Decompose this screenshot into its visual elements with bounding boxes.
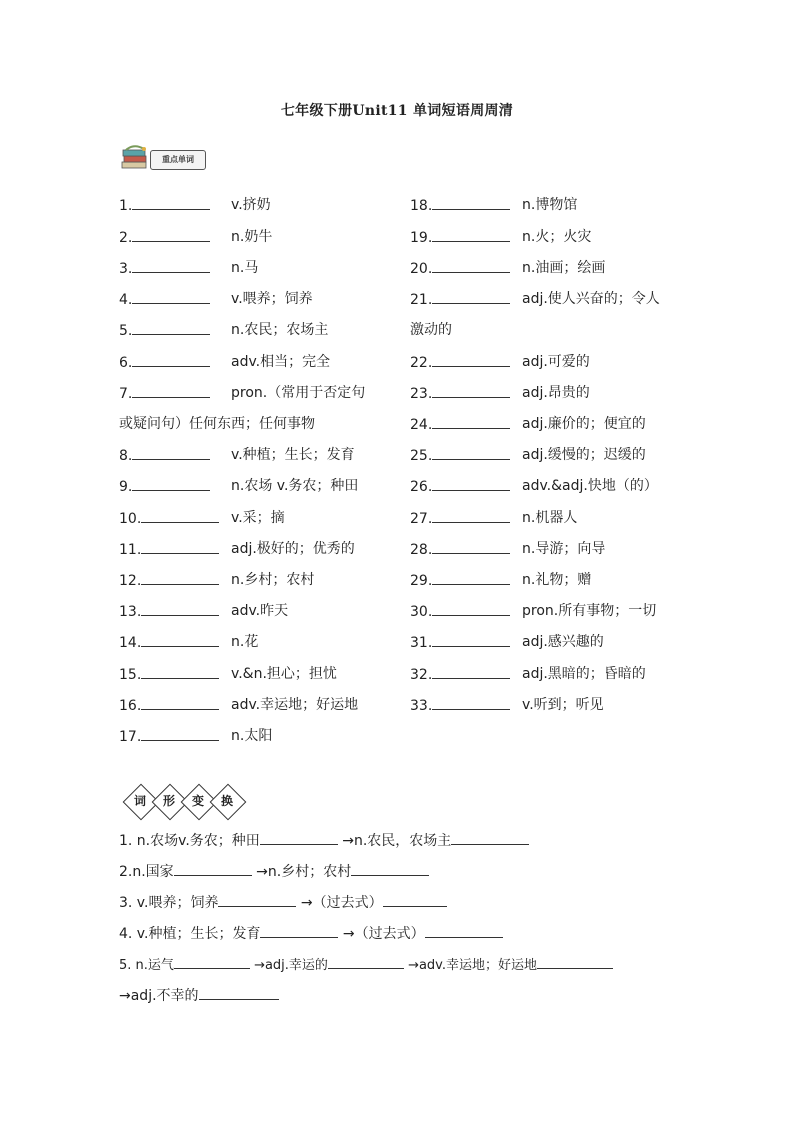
item-number: 12. [119,573,142,589]
item-definition: n.花 [231,634,259,650]
answer-blank[interactable] [141,570,219,585]
item-definition: v.&n.担心；担忧 [231,666,337,682]
vocab-item [410,383,510,403]
item-number: 14. [119,635,142,651]
answer-blank[interactable] [432,195,510,210]
item-number: 8. [119,448,133,464]
page-title: 七年级下册Unit11 单词短语周周清 [280,103,514,119]
answer-blank[interactable] [260,923,338,938]
badge-char: 变 [191,794,204,808]
answer-blank[interactable] [432,632,510,647]
item-definition: pron.（常用于否定句 [231,385,366,401]
answer-blank[interactable] [351,861,429,876]
word-form-text: →（过去式） [300,895,383,911]
answer-blank[interactable] [132,476,210,491]
answer-blank[interactable] [432,570,510,585]
answer-blank[interactable] [132,445,210,460]
word-form-text: →n.农民，农场主 [342,833,452,849]
item-definition: n.乡村；农村 [231,572,315,588]
answer-blank[interactable] [141,508,219,523]
answer-blank[interactable] [174,861,252,876]
word-form-text: →adv.幸运地；好运地 [408,958,537,973]
vocab-item [119,726,219,746]
item-number: 10. [119,511,142,527]
item-definition: adj.极好的；优秀的 [231,541,355,557]
item-number: 18. [410,198,433,214]
item-number: 27. [410,511,433,527]
item-number: 22. [410,355,433,371]
item-number: 28. [410,542,433,558]
item-number: 17. [119,729,142,745]
answer-blank[interactable] [132,383,210,398]
vocab-item [119,320,210,340]
answer-blank[interactable] [328,954,404,969]
answer-blank[interactable] [132,195,210,210]
vocab-item [410,695,510,715]
item-number: 24. [410,417,433,433]
word-form-text: →（过去式） [342,926,425,942]
vocab-item [119,476,210,496]
vocab-item [119,195,210,215]
answer-blank[interactable] [141,664,219,679]
item-definition: adv.昨天 [231,603,289,619]
answer-blank[interactable] [432,695,510,710]
item-number: 11. [119,542,142,558]
answer-blank[interactable] [432,227,510,242]
item-number: 29. [410,573,433,589]
vocab-item [119,508,219,528]
badge-char: 词 [133,794,146,808]
answer-blank[interactable] [432,664,510,679]
item-definition: adj.感兴趣的 [522,634,604,650]
item-number: 5. [119,323,133,339]
answer-blank[interactable] [141,539,219,554]
vocab-item [410,476,510,496]
item-number: 15. [119,667,142,683]
answer-blank[interactable] [432,258,510,273]
vocab-item [119,383,210,403]
item-definition: v.挤奶 [231,197,271,213]
vocab-item [410,414,510,434]
vocab-item [410,601,510,621]
item-definition: n.农民；农场主 [231,322,329,338]
item-number: 3. [119,261,133,277]
item-number: 25. [410,448,433,464]
item-definition: adj.廉价的；便宜的 [522,416,646,432]
answer-blank[interactable] [132,289,210,304]
vocab-item [119,664,219,684]
answer-blank[interactable] [218,892,296,907]
answer-blank[interactable] [432,445,510,460]
answer-blank[interactable] [451,830,529,845]
word-form-text: 5. n.运气 [119,958,174,973]
item-definition: n.导游；向导 [522,541,606,557]
item-number: 30. [410,604,433,620]
word-form-text: 3. v.喂养；饲养 [119,895,219,911]
item-7-continuation: 或疑问句）任何东西；任何事物 [119,416,315,432]
item-number: 2. [119,230,133,246]
item-number: 33. [410,698,433,714]
vocab-item [119,227,210,247]
item-definition: pron.所有事物；一切 [522,603,657,619]
vocab-item [119,601,219,621]
item-definition: adj.使人兴奋的；令人 [522,291,660,307]
item-definition: adj.缓慢的；迟缓的 [522,447,646,463]
badge-char: 换 [220,794,233,808]
item-number: 7. [119,386,133,402]
answer-blank[interactable] [432,508,510,523]
vocab-item [410,352,510,372]
word-form-line-1 [119,830,529,851]
item-number: 23. [410,386,433,402]
answer-blank[interactable] [432,352,510,367]
answer-blank[interactable] [432,539,510,554]
item-definition: v.采；摘 [231,510,285,526]
vocab-item [119,539,219,559]
item-number: 16. [119,698,142,714]
word-form-line-5 [119,954,613,976]
item-number: 4. [119,292,133,308]
word-form-text: 1. n.农场v.务农；种田 [119,833,260,849]
vocab-item [410,289,510,309]
vocab-item [119,289,210,309]
vocab-item [119,695,219,715]
section-badge-key-words [120,144,206,174]
word-form-line-3 [119,892,447,913]
vocab-item [119,570,219,590]
vocab-item [410,539,510,559]
answer-blank[interactable] [174,954,250,969]
answer-blank[interactable] [132,258,210,273]
section-badge-word-forms [122,784,242,820]
item-definition: n.礼物；赠 [522,572,592,588]
item-number: 1. [119,198,133,214]
item-definition: adv.相当；完全 [231,354,331,370]
item-number: 32. [410,667,433,683]
answer-blank[interactable] [132,352,210,367]
word-form-line-6 [119,985,279,1006]
section-badge-label: 重点单词 [150,150,206,170]
item-number: 26. [410,479,433,495]
item-21-continuation: 激动的 [410,322,452,338]
vocab-item [119,445,210,465]
item-definition: adv.幸运地；好运地 [231,697,359,713]
item-definition: n.机器人 [522,510,578,526]
vocab-item [119,632,219,652]
item-definition: n.太阳 [231,728,273,744]
answer-blank[interactable] [432,414,510,429]
vocab-item [410,258,510,278]
answer-blank[interactable] [141,601,219,616]
vocab-item [119,258,210,278]
item-number: 31. [410,635,433,651]
word-form-text: →adj.幸运的 [254,958,328,973]
vocab-item [410,664,510,684]
word-form-text: →adj.不幸的 [119,988,199,1004]
answer-blank[interactable] [141,632,219,647]
item-definition: adj.昂贵的 [522,385,590,401]
word-form-text: 4. v.种植；生长；发育 [119,926,261,942]
answer-blank[interactable] [432,476,510,491]
answer-blank[interactable] [132,320,210,335]
item-definition: v.种植；生长；发育 [231,447,355,463]
item-definition: adv.&adj.快地（的） [522,478,658,494]
answer-blank[interactable] [537,954,613,969]
item-definition: v.听到；听见 [522,697,604,713]
item-definition: v.喂养；饲养 [231,291,313,307]
answer-blank[interactable] [260,830,338,845]
item-number: 9. [119,479,133,495]
item-number: 21. [410,292,433,308]
item-definition: n.博物馆 [522,197,578,213]
answer-blank[interactable] [383,892,447,907]
item-number: 6. [119,355,133,371]
item-number: 13. [119,604,142,620]
answer-blank[interactable] [432,383,510,398]
vocab-item [410,570,510,590]
answer-blank[interactable] [432,601,510,616]
item-definition: adj.可爱的 [522,354,590,370]
item-definition: n.奶牛 [231,229,273,245]
item-definition: n.火；火灾 [522,229,592,245]
word-form-line-4 [119,923,503,944]
word-form-text: 2.n.国家 [119,864,174,880]
word-form-line-2 [119,861,429,882]
item-definition: adj.黑暗的；昏暗的 [522,666,646,682]
answer-blank[interactable] [141,726,219,741]
item-number: 20. [410,261,433,277]
answer-blank[interactable] [432,289,510,304]
item-definition: n.油画；绘画 [522,260,606,276]
answer-blank[interactable] [141,695,219,710]
vocab-item [410,227,510,247]
word-form-text: →n.乡村；农村 [256,864,352,880]
badge-char: 形 [162,794,175,808]
answer-blank[interactable] [199,985,279,1000]
answer-blank[interactable] [132,227,210,242]
item-number: 19. [410,230,433,246]
vocab-item [119,352,210,372]
answer-blank[interactable] [425,923,503,938]
vocab-item [410,195,510,215]
vocab-item [410,632,510,652]
item-definition: n.农场 v.务农；种田 [231,478,359,494]
vocab-item [410,445,510,465]
item-definition: n.马 [231,260,259,276]
vocab-item [410,508,510,528]
